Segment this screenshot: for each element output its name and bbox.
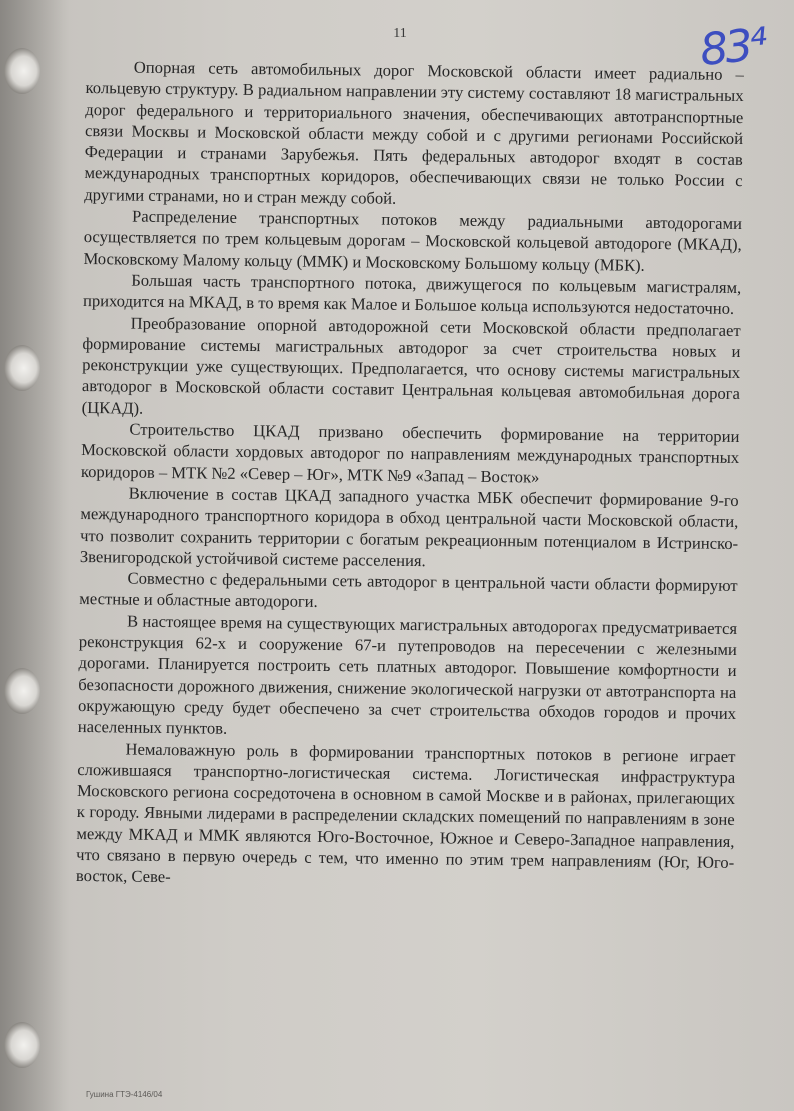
paragraph: Немаловажную роль в формировании транспортных потоков в регионе играет сложившаяся транспортно-логистическая система. Логистическая инфраструктура Московского региона сосредоточена в основном в самой Москве и в районах, прилегающих к городу. Явными лидерами в распределении складских помещений по направлениям в зоне между МКАД и ММК являются Юго-Восточное, Южное и Северо-Западное направления, что связано в первую очередь с тем, что именно по этим трем направлениям (Юг, Юго-восток, Севе-: [75, 739, 736, 887]
punch-hole: [4, 48, 40, 94]
paragraph: Большая часть транспортного потока, движущегося по кольцевым магистралям, приходится на МКАД, в то время как Малое и Большое кольца используются недостаточно.: [82, 270, 742, 319]
body-text: [76, 56, 744, 895]
paragraph: В настоящее время на существующих магистральных автодорогах предусматривается реконструкция 62-х и сооружение 67-и путепроводов на пересечении с железными дорогами. Планируется построить сеть платных автодорог. Повышение комфортности и безопасности дорожного движения, снижение экологической нагрузки от автотранспорта на окружающую среду будет обеспечено за счет строительства обходов городов и прочих населенных пунктов.: [77, 611, 738, 738]
paragraph: Опорная сеть автомобильных дорог Московской области имеет радиально – кольцевую структуру. В радиальном направлении эту систему составляют 18 магистральных дорог федерального и территориального значения, обеспечивающих автотранспортные связи Москвы и Московской области между собой и с другими регионами Российской Федерации и странами Зарубежья. Пять федеральных автодорог входят в состав международных транспортных коридоров, обеспечивающих связи не только России с другими странами, но и стран между собой.: [84, 57, 744, 208]
punch-hole: [4, 668, 40, 714]
paragraph: Преобразование опорной автодорожной сети Московской области предполагает формирование системы магистральных автодорог за счет строительства новых и реконструкции уже существующих. Предполагается, что основу системы магистральных автодорог в Московской области составит Центральная кольцевая автомобильная дорога (ЦКАД).: [81, 313, 741, 418]
punch-hole: [4, 345, 40, 391]
document-footer: Гушина ГТЭ-4146/04: [86, 1090, 163, 1099]
paragraph: Совместно с федеральными сеть автодорог в центральной части области формируют местные и областные автодороги.: [79, 568, 738, 612]
paragraph: Распределение транспортных потоков между радиальными автодорогами осуществляется по трем кольцевым дорогам – Московской кольцевой автодороге (МКАД), Московскому Малому кольцу (ММК) и Московскому Большому кольцу (МБК).: [83, 206, 743, 275]
paragraph: Включение в состав ЦКАД западного участка МБК обеспечит формирование 9-го международного транспортного коридора в обход центральной части Московской области, что позволит сохранить территории с богатым рекреационным потенциалом в Истринско-Звенигородской устойчивой системе расселения.: [79, 483, 739, 571]
page-number: 11: [393, 26, 407, 41]
handwritten-sheet-number: 83⁴: [697, 18, 768, 77]
paragraph: Строительство ЦКАД призвано обеспечить формирование на территории Московской области хордовых автодорог по направлениям международных транспортных коридоров – МТК №2 «Север – Юг», МТК №9 «Запад – Восток»: [80, 419, 740, 487]
punch-hole: [4, 1022, 40, 1068]
binding-shadow: [0, 0, 70, 1111]
